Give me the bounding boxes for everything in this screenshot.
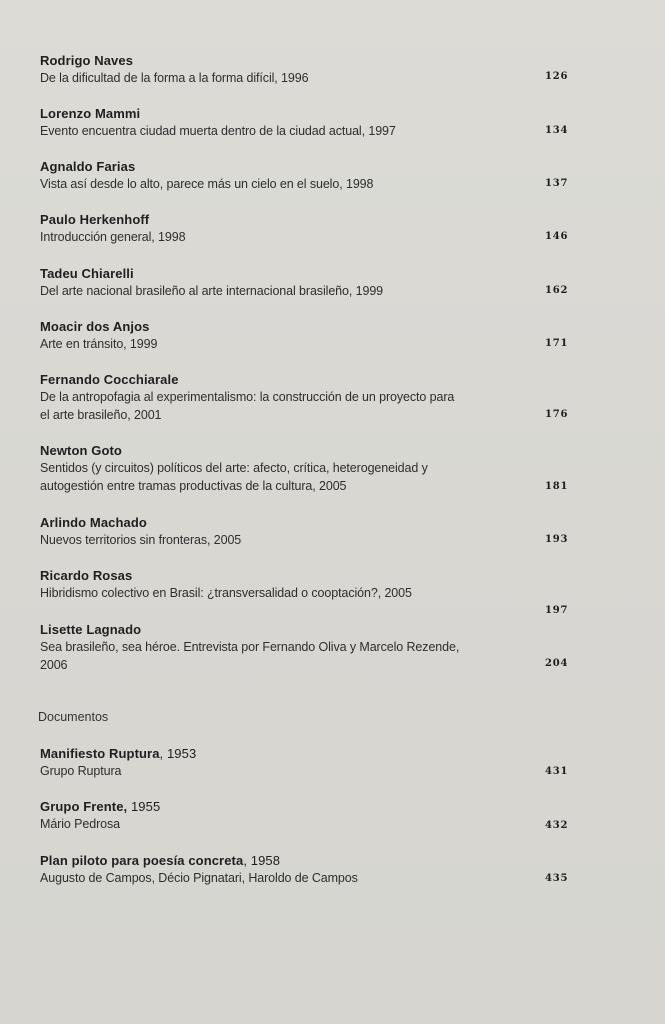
document-title: Grupo Frente,: [40, 799, 128, 814]
document-entry: [40, 745, 480, 781]
section-heading: Documentos: [38, 710, 109, 724]
page-number: 431: [545, 766, 569, 777]
page-number: 134: [545, 125, 569, 136]
entry-title: Vista así desde lo alto, parece más un cielo en el suelo, 1998: [40, 177, 374, 191]
entry-author: Paulo Herkenhoff: [40, 212, 150, 227]
toc-entry: [40, 52, 480, 88]
entry-author: Arlindo Machado: [40, 515, 147, 530]
page-number: 204: [545, 658, 569, 669]
toc-entry: [40, 211, 480, 247]
entry-title-line: 2006: [40, 657, 68, 672]
entry-title-line: Sea brasileño, sea héroe. Entrevista por Fernando Oliva y Marcelo Rezende,: [40, 640, 460, 654]
entry-title: Hibridismo colectivo en Brasil: ¿transversalidad o cooptación?, 2005: [40, 586, 412, 600]
entry-title: Arte en tránsito, 1999: [40, 337, 158, 351]
entry-author: Fernando Cocchiarale: [40, 372, 179, 387]
page-number: 137: [545, 178, 569, 189]
entry-title-line: el arte brasileño, 2001: [40, 407, 162, 422]
document-author: Grupo Ruptura: [40, 764, 122, 778]
toc-entry: [40, 567, 500, 603]
toc-entry: [40, 442, 500, 495]
toc-entry: [40, 371, 500, 424]
document-year: , 1953: [159, 746, 197, 761]
entry-title: Evento encuentra ciudad muerta dentro de la ciudad actual, 1997: [40, 124, 396, 138]
entry-title-line: De la antropofagia al experimentalismo: la construcción de un proyecto para: [40, 390, 455, 404]
entry-title: Nuevos territorios sin fronteras, 2005: [40, 533, 242, 547]
document-year: 1955: [127, 799, 161, 814]
page-number: 197: [545, 605, 569, 616]
entry-title-line: Sentidos (y circuitos) políticos del arte: afecto, crítica, heterogeneidad y: [40, 461, 428, 475]
page-number: 435: [545, 873, 569, 884]
toc-entry: [40, 621, 500, 674]
page-number: 432: [545, 820, 569, 831]
page-number: 181: [545, 481, 569, 492]
entry-author: Rodrigo Naves: [40, 53, 134, 68]
entry-author: Moacir dos Anjos: [40, 319, 150, 334]
entry-author: Newton Goto: [40, 443, 122, 458]
document-author: Mário Pedrosa: [40, 817, 120, 831]
entry-title-line: autogestión entre tramas productivas de la cultura, 2005: [40, 478, 347, 493]
document-author: Augusto de Campos, Décio Pignatari, Haroldo de Campos: [40, 871, 358, 885]
entry-author: Tadeu Chiarelli: [40, 266, 134, 281]
document-title-line: [40, 798, 480, 816]
document-entry: [40, 798, 480, 834]
toc-entry: [40, 318, 480, 354]
document-title-line: [40, 745, 480, 763]
entry-title: De la dificultad de la forma a la forma difícil, 1996: [40, 71, 309, 85]
document-entry: [40, 852, 500, 888]
page-number: 146: [545, 231, 569, 242]
entry-author: Ricardo Rosas: [40, 568, 133, 583]
toc-entry: [40, 514, 480, 550]
toc-entry: [40, 265, 480, 301]
toc-entry: [40, 158, 480, 194]
entry-author: Agnaldo Farias: [40, 159, 136, 174]
entry-author: Lorenzo Mammi: [40, 106, 141, 121]
entry-title: Del arte nacional brasileño al arte internacional brasileño, 1999: [40, 284, 384, 298]
toc-entry: [40, 105, 480, 141]
document-title-line: [40, 852, 500, 870]
document-title: Plan piloto para poesía concreta: [40, 853, 244, 868]
document-year: , 1958: [243, 853, 281, 868]
page-number: 171: [545, 338, 569, 349]
document-title: Manifiesto Ruptura: [40, 746, 160, 761]
page-number: 176: [545, 409, 569, 420]
page-number: 193: [545, 534, 569, 545]
page-number: 162: [545, 285, 569, 296]
entry-title: Introducción general, 1998: [40, 230, 186, 244]
page-number: 126: [545, 71, 569, 82]
entry-author: Lisette Lagnado: [40, 622, 142, 637]
